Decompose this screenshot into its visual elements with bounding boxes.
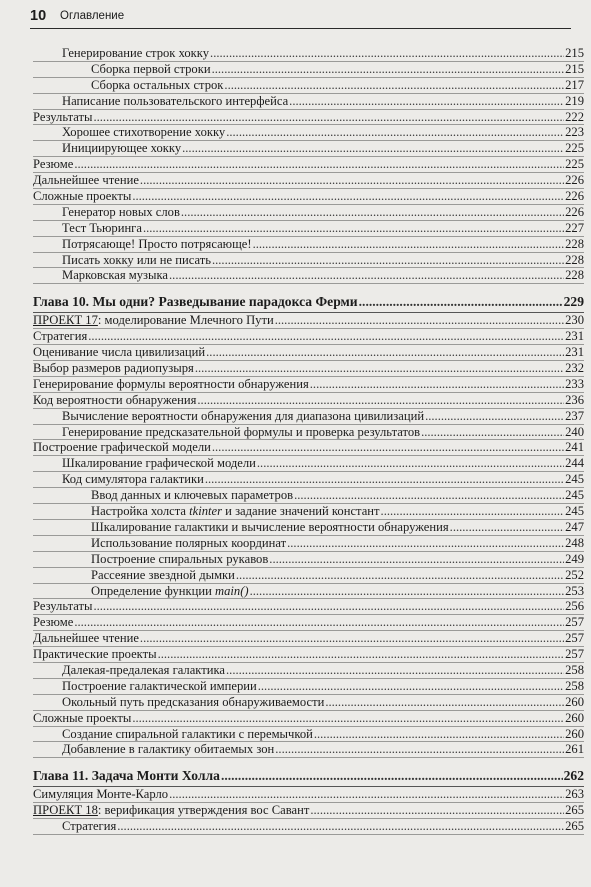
toc-entry-title: Построение графической модели bbox=[33, 440, 211, 455]
toc-entry[interactable] bbox=[33, 141, 584, 157]
toc-entry[interactable] bbox=[33, 221, 584, 237]
toc-entry-title: Писать хокку или не писать bbox=[62, 252, 211, 267]
toc-entry-title: Код вероятности обнаружения bbox=[33, 392, 197, 407]
toc-entry-title: Потрясающе! Просто потрясающе! bbox=[62, 236, 252, 251]
dot-leader bbox=[132, 189, 564, 205]
toc-entry[interactable] bbox=[33, 313, 584, 329]
toc-entry-title: Результаты bbox=[33, 599, 93, 614]
toc-entry-text: и задание значений констант bbox=[222, 504, 380, 519]
dot-leader bbox=[205, 472, 564, 488]
dot-leader bbox=[381, 504, 565, 520]
project-label: ПРОЕКТ 18 bbox=[33, 803, 98, 818]
toc-entry[interactable] bbox=[33, 393, 584, 409]
toc-page-number: 263 bbox=[565, 787, 584, 802]
toc-page-number: 257 bbox=[565, 631, 584, 646]
toc-entry[interactable] bbox=[33, 268, 584, 284]
toc-entry-title: Написание пользовательского интерфейса bbox=[62, 93, 289, 108]
toc-entry[interactable] bbox=[33, 663, 584, 679]
toc-entry-title: Инициирующее хокку bbox=[62, 141, 182, 156]
toc-page-number: 260 bbox=[565, 726, 584, 741]
toc-page-number: 229 bbox=[563, 294, 584, 310]
toc-page-number: 230 bbox=[565, 313, 584, 328]
toc-entry-code-term: tkinter bbox=[189, 504, 223, 519]
toc-entry[interactable] bbox=[33, 125, 584, 141]
dot-leader bbox=[74, 157, 564, 173]
dot-leader bbox=[275, 313, 564, 329]
dot-leader bbox=[206, 345, 564, 361]
running-title: Оглавление bbox=[60, 10, 125, 22]
toc-entry[interactable] bbox=[33, 329, 584, 345]
dot-leader bbox=[93, 599, 564, 615]
toc-entry[interactable] bbox=[33, 409, 584, 425]
toc-entry-title bbox=[33, 313, 274, 329]
toc-entry[interactable] bbox=[33, 742, 584, 758]
page-number: 10 bbox=[30, 8, 47, 24]
toc-page-number: 249 bbox=[565, 551, 584, 566]
toc-page-number: 215 bbox=[565, 61, 584, 76]
toc-entry-title: Резюме bbox=[33, 615, 74, 630]
toc-entry[interactable] bbox=[33, 377, 584, 393]
dot-leader bbox=[450, 520, 564, 536]
dot-leader bbox=[310, 377, 564, 393]
toc-entry-title: Выбор размеров радиопузыря bbox=[33, 361, 194, 376]
toc-entry[interactable] bbox=[33, 62, 584, 78]
dot-leader bbox=[181, 205, 564, 221]
project-title: : моделирование Млечного Пути bbox=[97, 313, 274, 328]
table-of-contents bbox=[33, 46, 584, 835]
dot-leader bbox=[212, 440, 564, 456]
dot-leader bbox=[425, 409, 564, 425]
toc-page-number: 232 bbox=[565, 361, 584, 376]
dot-leader bbox=[287, 536, 564, 552]
toc-entry-title bbox=[91, 584, 249, 600]
dot-leader bbox=[250, 584, 565, 600]
toc-entry-title: Дальнейшее чтение bbox=[33, 173, 139, 188]
toc-entry[interactable] bbox=[33, 647, 584, 663]
dot-leader bbox=[117, 819, 564, 835]
toc-entry[interactable] bbox=[33, 205, 584, 221]
toc-entry[interactable] bbox=[33, 440, 584, 456]
toc-entry-title: Сложные проекты bbox=[33, 710, 132, 725]
toc-entry[interactable] bbox=[33, 189, 584, 205]
toc-entry-title: Глава 10. Мы одни? Разведывание парадокса Ферми bbox=[33, 294, 358, 310]
dot-leader bbox=[294, 488, 564, 504]
toc-page-number: 225 bbox=[565, 157, 584, 172]
toc-entry-title: Ввод данных и ключевых параметров bbox=[91, 488, 294, 503]
dot-leader bbox=[275, 742, 564, 758]
dot-leader bbox=[257, 456, 564, 472]
toc-entry-title: Тест Тьюринга bbox=[62, 220, 142, 235]
toc-entry-title: Код симулятора галактики bbox=[62, 472, 204, 487]
header-rule bbox=[30, 28, 571, 29]
toc-page-number: 258 bbox=[565, 678, 584, 693]
toc-page-number: 227 bbox=[565, 220, 584, 235]
dot-leader bbox=[212, 62, 565, 78]
dot-leader bbox=[158, 647, 565, 663]
toc-entry-title: Практические проекты bbox=[33, 647, 157, 662]
toc-entry-title: Резюме bbox=[33, 157, 74, 172]
toc-page-number: 236 bbox=[565, 392, 584, 407]
toc-entry-title: Глава 11. Задача Монти Холла bbox=[33, 768, 220, 784]
dot-leader bbox=[140, 173, 564, 189]
dot-leader bbox=[88, 329, 564, 345]
toc-entry-title: Построение спиральных рукавов bbox=[91, 551, 269, 566]
toc-entry-title: Дальнейшее чтение bbox=[33, 631, 139, 646]
toc-entry[interactable] bbox=[33, 679, 584, 695]
toc-entry[interactable] bbox=[33, 345, 584, 361]
toc-page-number: 219 bbox=[565, 93, 584, 108]
toc-entry[interactable] bbox=[33, 520, 584, 536]
toc-entry[interactable] bbox=[33, 78, 584, 94]
toc-page-number: 244 bbox=[565, 456, 584, 471]
toc-entry[interactable] bbox=[33, 536, 584, 552]
project-label: ПРОЕКТ 17 bbox=[33, 313, 98, 328]
toc-entry[interactable] bbox=[33, 568, 584, 584]
toc-page-number: 252 bbox=[565, 567, 584, 582]
toc-entry-title: Стратегия bbox=[33, 329, 88, 344]
toc-entry-title: Сборка остальных строк bbox=[91, 77, 224, 92]
toc-page-number: 223 bbox=[565, 125, 584, 140]
toc-entry[interactable] bbox=[33, 456, 584, 472]
toc-entry-title: Построение галактической империи bbox=[62, 678, 257, 693]
toc-entry[interactable] bbox=[33, 157, 584, 173]
toc-entry-text: Определение функции bbox=[91, 583, 216, 598]
toc-entry-title bbox=[33, 803, 309, 819]
toc-chapter-heading[interactable] bbox=[33, 291, 584, 313]
dot-leader bbox=[226, 663, 564, 679]
toc-page-number: 261 bbox=[565, 742, 584, 757]
toc-page-number: 245 bbox=[565, 504, 584, 519]
toc-page-number: 237 bbox=[565, 408, 584, 423]
toc-page-number: 228 bbox=[565, 268, 584, 283]
dot-leader bbox=[325, 695, 564, 711]
dot-leader bbox=[212, 253, 564, 269]
dot-leader bbox=[93, 110, 564, 126]
dot-leader bbox=[140, 631, 564, 647]
toc-entry-title: Симуляция Монте-Карло bbox=[33, 787, 169, 802]
toc-entry[interactable] bbox=[33, 631, 584, 647]
dot-leader bbox=[197, 393, 564, 409]
toc-page-number: 233 bbox=[565, 376, 584, 391]
toc-page-number: 226 bbox=[565, 204, 584, 219]
toc-entry-text: Настройка холста bbox=[91, 504, 190, 519]
toc-entry-title: Стратегия bbox=[62, 819, 117, 834]
dot-leader bbox=[289, 94, 564, 110]
toc-entry-title: Окольный путь предсказания обнаруживаемости bbox=[62, 694, 325, 709]
toc-page-number: 265 bbox=[565, 819, 584, 834]
toc-entry-title: Шкалирование графической модели bbox=[62, 456, 256, 471]
toc-entry-title: Хорошее стихотворение хокку bbox=[62, 125, 226, 140]
toc-page-number: 228 bbox=[565, 252, 584, 267]
dot-leader bbox=[210, 46, 564, 62]
toc-entry[interactable] bbox=[33, 803, 584, 819]
toc-entry[interactable] bbox=[33, 472, 584, 488]
toc-page-number: 260 bbox=[565, 694, 584, 709]
toc-page-number: 256 bbox=[565, 599, 584, 614]
toc-entry-code-term: main() bbox=[215, 583, 249, 598]
toc-page-number: 231 bbox=[565, 345, 584, 360]
dot-leader bbox=[310, 803, 564, 819]
toc-entry-title: Генерирование формулы вероятности обнаружения bbox=[33, 376, 309, 391]
toc-page-number: 226 bbox=[565, 173, 584, 188]
toc-entry-title: Генератор новых слов bbox=[62, 204, 180, 219]
toc-entry[interactable] bbox=[33, 46, 584, 62]
toc-page-number: 262 bbox=[563, 768, 584, 784]
dot-leader bbox=[224, 78, 564, 94]
toc-entry[interactable] bbox=[33, 425, 584, 441]
dot-leader bbox=[421, 425, 564, 441]
toc-page-number: 215 bbox=[565, 46, 584, 60]
dot-leader bbox=[221, 765, 563, 787]
toc-page-number: 226 bbox=[565, 189, 584, 204]
toc-entry-title: Шкалирование галактики и вычисление вероятности обнаружения bbox=[91, 519, 449, 534]
toc-entry-title: Вычисление вероятности обнаружения для диапазона цивилизаций bbox=[62, 408, 425, 423]
toc-page-number: 257 bbox=[565, 615, 584, 630]
toc-entry[interactable] bbox=[33, 552, 584, 568]
dot-leader bbox=[195, 361, 564, 377]
toc-page-number: 247 bbox=[565, 519, 584, 534]
dot-leader bbox=[74, 615, 564, 631]
dot-leader bbox=[143, 221, 564, 237]
toc-entry[interactable] bbox=[33, 615, 584, 631]
toc-entry[interactable] bbox=[33, 361, 584, 377]
dot-leader bbox=[182, 141, 564, 157]
toc-entry[interactable] bbox=[33, 504, 584, 520]
toc-page-number: 257 bbox=[565, 647, 584, 662]
toc-entry[interactable] bbox=[33, 253, 584, 269]
toc-entry-title: Результаты bbox=[33, 109, 93, 124]
toc-page-number: 248 bbox=[565, 535, 584, 550]
toc-entry[interactable] bbox=[33, 488, 584, 504]
toc-page-number: 228 bbox=[565, 236, 584, 251]
toc-entry-title: Сложные проекты bbox=[33, 189, 132, 204]
toc-entry[interactable] bbox=[33, 819, 584, 835]
toc-entry-title bbox=[91, 504, 380, 520]
dot-leader bbox=[314, 727, 564, 743]
toc-entry[interactable] bbox=[33, 727, 584, 743]
toc-page-number: 260 bbox=[565, 710, 584, 725]
toc-entry-title: Рассеяние звездной дымки bbox=[91, 567, 235, 582]
toc-entry-title: Использование полярных координат bbox=[91, 535, 287, 550]
toc-entry[interactable] bbox=[33, 599, 584, 615]
running-header bbox=[30, 8, 571, 30]
toc-page-number: 225 bbox=[565, 141, 584, 156]
dot-leader bbox=[269, 552, 564, 568]
toc-entry-title: Оценивание числа цивилизаций bbox=[33, 345, 206, 360]
dot-leader bbox=[236, 568, 564, 584]
toc-entry[interactable] bbox=[33, 584, 584, 600]
toc-page-number: 245 bbox=[565, 472, 584, 487]
dot-leader bbox=[258, 679, 564, 695]
dot-leader bbox=[169, 268, 564, 284]
dot-leader bbox=[359, 291, 563, 313]
toc-page-number: 217 bbox=[565, 77, 584, 92]
toc-entry[interactable] bbox=[33, 787, 584, 803]
toc-entry-title: Генерирование строк хокку bbox=[62, 46, 210, 60]
toc-entry[interactable] bbox=[33, 110, 584, 126]
toc-chapter-heading[interactable] bbox=[33, 765, 584, 787]
dot-leader bbox=[226, 125, 564, 141]
dot-leader bbox=[132, 711, 564, 727]
toc-entry[interactable] bbox=[33, 94, 584, 110]
toc-page-number: 231 bbox=[565, 329, 584, 344]
toc-entry-title: Генерирование предсказательной формулы и проверка результатов bbox=[62, 424, 421, 439]
toc-page-number: 245 bbox=[565, 488, 584, 503]
project-title: : верификация утверждения вос Савант bbox=[97, 803, 310, 818]
toc-entry[interactable] bbox=[33, 695, 584, 711]
dot-leader bbox=[169, 787, 564, 803]
toc-page-number: 253 bbox=[565, 583, 584, 598]
toc-entry-title: Добавление в галактику обитаемых зон bbox=[62, 742, 275, 757]
toc-entry-title: Марковская музыка bbox=[62, 268, 169, 283]
toc-page-number: 240 bbox=[565, 424, 584, 439]
toc-page-number: 222 bbox=[565, 109, 584, 124]
toc-entry[interactable] bbox=[33, 237, 584, 253]
toc-page-number: 241 bbox=[565, 440, 584, 455]
toc-entry[interactable] bbox=[33, 711, 584, 727]
toc-entry-title: Далекая-предалекая галактика bbox=[62, 662, 226, 677]
toc-entry[interactable] bbox=[33, 173, 584, 189]
toc-entry-title: Сборка первой строки bbox=[91, 61, 211, 76]
toc-page-number: 265 bbox=[565, 803, 584, 818]
toc-entry-title: Создание спиральной галактики с перемычкой bbox=[62, 726, 313, 741]
toc-page-number: 258 bbox=[565, 662, 584, 677]
dot-leader bbox=[253, 237, 565, 253]
